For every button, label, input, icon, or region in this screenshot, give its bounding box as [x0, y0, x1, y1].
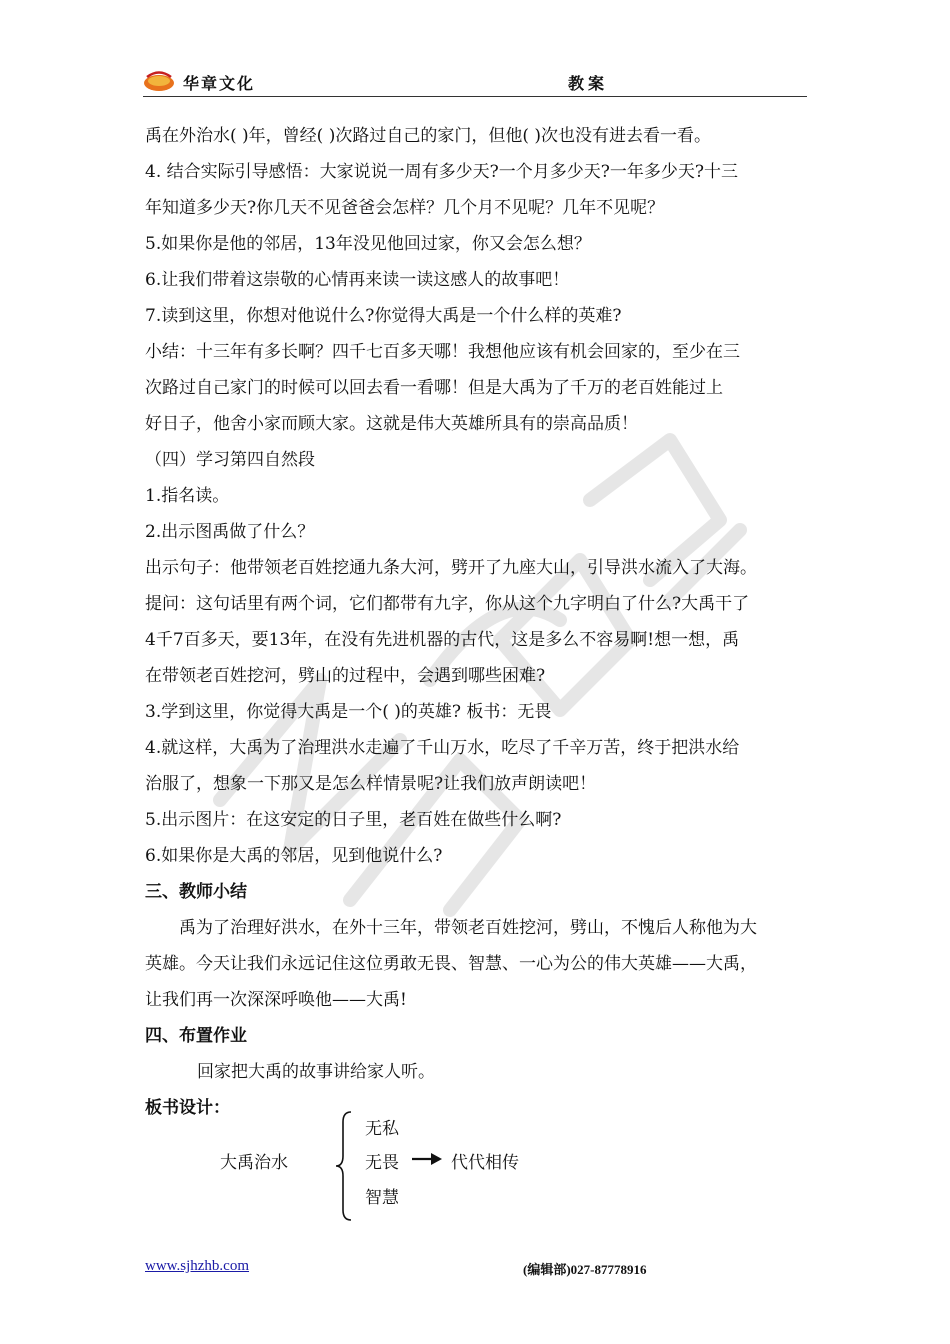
text-line: 2.出示图禹做了什么？ [145, 522, 315, 542]
text-line: 4千7百多天，要13年，在没有先进机器的古代，这是多么不容易啊!想一想，禹 [145, 630, 740, 650]
text-line: 让我们再一次深深呼唤他——大禹! [145, 990, 407, 1010]
section-subheading: （四）学习第四自然段 [145, 450, 315, 470]
text-line: 出示句子：他带领老百姓挖通九条大河，劈开了九座大山，引导洪水流入了大海。 [145, 558, 757, 578]
page-header [143, 66, 807, 97]
section-heading-homework: 四、布置作业 [145, 1026, 247, 1046]
brand-name: 华章文化 [183, 74, 256, 93]
section-heading-board-design: 板书设计： [145, 1098, 230, 1118]
contact-phone: (编辑部)027-87778916 [523, 1262, 647, 1277]
lesson-body [145, 118, 825, 1126]
text-line: 禹在外治水( )年，曾经( )次路过自己的家门，但他( )次也没有进去看一看。 [145, 126, 712, 146]
text-line: 次路过自己家门的时候可以回去看一看哪！但是大禹为了千万的老百姓能过上 [145, 378, 723, 398]
board-item: 智慧 [365, 1188, 399, 1208]
board-item: 无私 [365, 1119, 399, 1139]
text-line: 7.读到这里，你想对他说什么?你觉得大禹是一个什么样的英难? [145, 306, 622, 326]
text-line: 6.让我们带着这崇敬的心情再来读一读这感人的故事吧！ [145, 270, 570, 290]
text-line: 小结：十三年有多长啊？四千七百多天哪！我想他应该有机会回家的，至少在三 [145, 342, 740, 362]
text-line: 4.就这样，大禹为了治理洪水走遍了千山万水，吃尽了千辛万苦，终于把洪水给 [145, 738, 740, 758]
board-result: 代代相传 [451, 1153, 519, 1173]
text-line: 在带领老百姓挖河，劈山的过程中，会遇到哪些困难? [145, 666, 546, 686]
left-brace [335, 1110, 353, 1222]
text-line: 1.指名读。 [145, 486, 230, 506]
arrow-right-icon [411, 1152, 443, 1166]
website-link[interactable]: www.sjhzhb.com [145, 1258, 250, 1274]
huazhang-logo [143, 68, 175, 92]
text-line: 治服了，想象一下那又是怎么样情景呢?让我们放声朗读吧！ [145, 774, 597, 794]
board-item: 无畏 [365, 1153, 399, 1173]
text-line: 5.如果你是他的邻居，13年没见他回过家，你又会怎么想？ [145, 234, 591, 254]
board-design-diagram [145, 1108, 645, 1228]
text-line: 5.出示图片：在这安定的日子里，老百姓在做些什么啊? [145, 810, 562, 830]
document-type: 教案 [568, 74, 609, 93]
section-heading-summary: 三、教师小结 [145, 882, 247, 902]
text-line: 回家把大禹的故事讲给家人听。 [197, 1062, 435, 1082]
text-line: 6.如果你是大禹的邻居，见到他说什么? [145, 846, 443, 866]
text-line: 年知道多少天?你几天不见爸爸会怎样？几个月不见呢？几年不见呢？ [145, 198, 665, 218]
board-title: 大禹治水 [220, 1153, 288, 1173]
text-line: 3.学到这里，你觉得大禹是一个( )的英雄? 板书：无畏 [145, 702, 552, 722]
text-line: 好日子，他舍小家而顾大家。这就是伟大英雄所具有的崇高品质！ [145, 414, 638, 434]
text-line: 提问：这句话里有两个词，它们都带有九字，你从这个九字明白了什么?大禹干了 [145, 594, 750, 614]
text-line: 英雄。今天让我们永远记住这位勇敢无畏、智慧、一心为公的伟大英雄——大禹， [145, 954, 757, 974]
text-line: 4. 结合实际引导感悟：大家说说一周有多少天?一个月多少天?一年多少天?十三 [145, 162, 738, 182]
text-line: 禹为了治理好洪水，在外十三年，带领老百姓挖河，劈山，不愧后人称他为大 [179, 918, 757, 938]
